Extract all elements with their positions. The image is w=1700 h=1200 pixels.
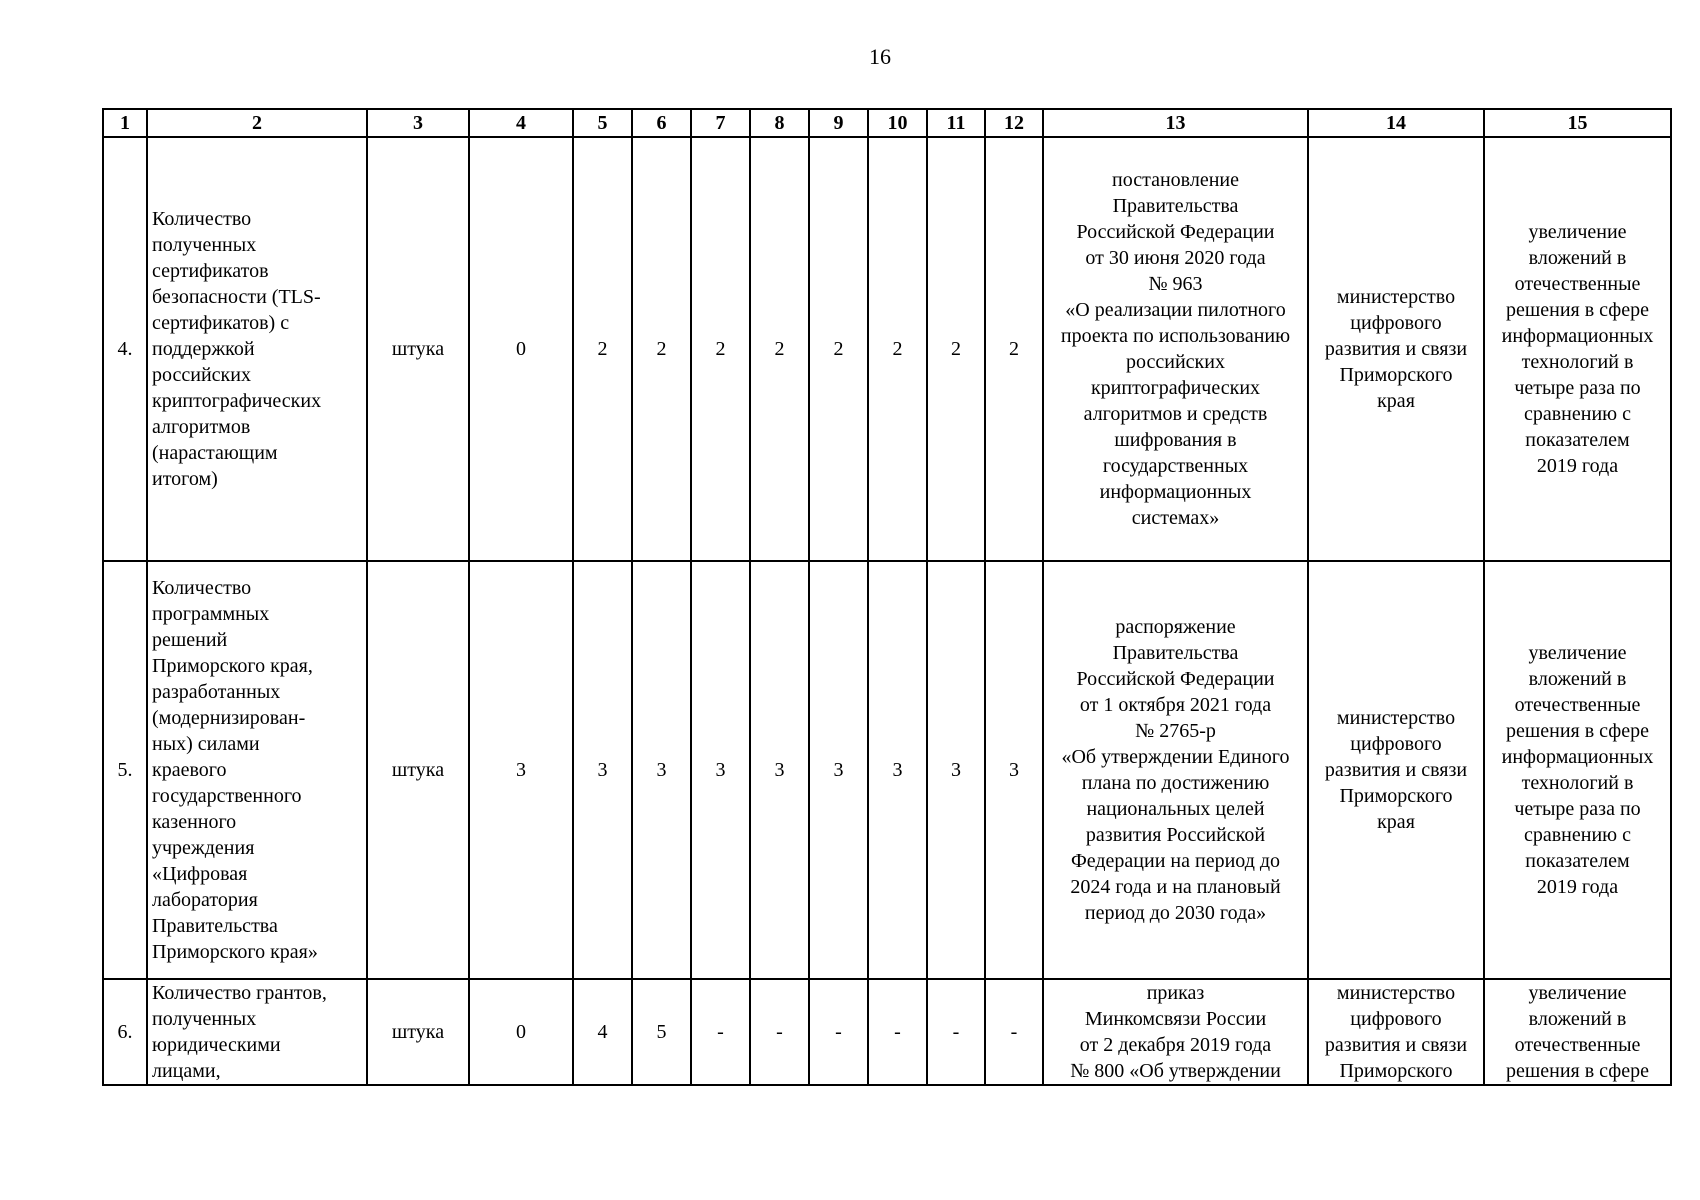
indicators-table <box>102 108 1672 1086</box>
indicator-name: Количество грантов, полученных юридическими лицами, <box>147 979 367 1085</box>
col-header: 6 <box>632 109 691 137</box>
row-number: 4. <box>103 137 147 561</box>
legal-basis: приказ Минкомсвязи России от 2 декабря 2019 года № 800 «Об утверждении <box>1043 979 1308 1085</box>
responsible-body: министерство цифрового развития и связи Приморского края <box>1308 561 1484 979</box>
col-header: 12 <box>985 109 1043 137</box>
value: 3 <box>691 561 750 979</box>
value: 3 <box>573 561 632 979</box>
value: - <box>985 979 1043 1085</box>
col-header: 4 <box>469 109 573 137</box>
value: - <box>868 979 927 1085</box>
value: 2 <box>927 137 985 561</box>
indicator-name: Количество полученных сертификатов безопасности (TLS- сертификатов) с поддержкой российских криптографических алгоритмов (нарастающим итогом) <box>147 137 367 561</box>
value: 3 <box>632 561 691 979</box>
value: 2 <box>809 137 868 561</box>
col-header: 11 <box>927 109 985 137</box>
value: 2 <box>573 137 632 561</box>
col-header: 8 <box>750 109 809 137</box>
value: 5 <box>632 979 691 1085</box>
value: 2 <box>868 137 927 561</box>
legal-basis: распоряжение Правительства Российской Федерации от 1 октября 2021 года № 2765-р «Об утверждении Единого плана по достижению национальных целей развития Российской Федерации на период до 2024 года и на плановый период до 2030 года» <box>1043 561 1308 979</box>
value: 3 <box>985 561 1043 979</box>
value: 0 <box>469 137 573 561</box>
col-header: 9 <box>809 109 868 137</box>
target-goal: увеличение вложений в отечественные решения в сфере <box>1484 979 1671 1085</box>
page-number: 16 <box>869 44 891 69</box>
value: 3 <box>868 561 927 979</box>
value: 4 <box>573 979 632 1085</box>
responsible-body: министерство цифрового развития и связи Приморского края <box>1308 137 1484 561</box>
value: 2 <box>632 137 691 561</box>
legal-basis: постановление Правительства Российской Федерации от 30 июня 2020 года № 963 «О реализации пилотного проекта по использованию российских криптографических алгоритмов и средств шифрования в государственных информационных системах» <box>1043 137 1308 561</box>
row-number: 6. <box>103 979 147 1085</box>
col-header: 10 <box>868 109 927 137</box>
value: 3 <box>927 561 985 979</box>
unit: штука <box>367 561 469 979</box>
table-row <box>103 137 1671 561</box>
header-row <box>103 109 1671 137</box>
target-goal: увеличение вложений в отечественные решения в сфере информационных технологий в четыре раза по сравнению с показателем 2019 года <box>1484 137 1671 561</box>
value: 2 <box>750 137 809 561</box>
value: 0 <box>469 979 573 1085</box>
value: - <box>809 979 868 1085</box>
value: 2 <box>985 137 1043 561</box>
unit: штука <box>367 137 469 561</box>
row-number: 5. <box>103 561 147 979</box>
value: - <box>927 979 985 1085</box>
value: 2 <box>691 137 750 561</box>
unit: штука <box>367 979 469 1085</box>
col-header: 15 <box>1484 109 1671 137</box>
value: 3 <box>809 561 868 979</box>
value: - <box>750 979 809 1085</box>
responsible-body: министерство цифрового развития и связи Приморского <box>1308 979 1484 1085</box>
value: 3 <box>469 561 573 979</box>
value: 3 <box>750 561 809 979</box>
col-header: 14 <box>1308 109 1484 137</box>
col-header: 2 <box>147 109 367 137</box>
table-row <box>103 979 1671 1085</box>
col-header: 5 <box>573 109 632 137</box>
indicator-name: Количество программных решений Приморского края, разработанных (модернизирован- ных) силами краевого государственного казенного учреждения «Цифровая лаборатория Правительства Приморского края» <box>147 561 367 979</box>
col-header: 3 <box>367 109 469 137</box>
col-header: 1 <box>103 109 147 137</box>
col-header: 13 <box>1043 109 1308 137</box>
col-header: 7 <box>691 109 750 137</box>
table-row <box>103 561 1671 979</box>
value: - <box>691 979 750 1085</box>
target-goal: увеличение вложений в отечественные решения в сфере информационных технологий в четыре раза по сравнению с показателем 2019 года <box>1484 561 1671 979</box>
